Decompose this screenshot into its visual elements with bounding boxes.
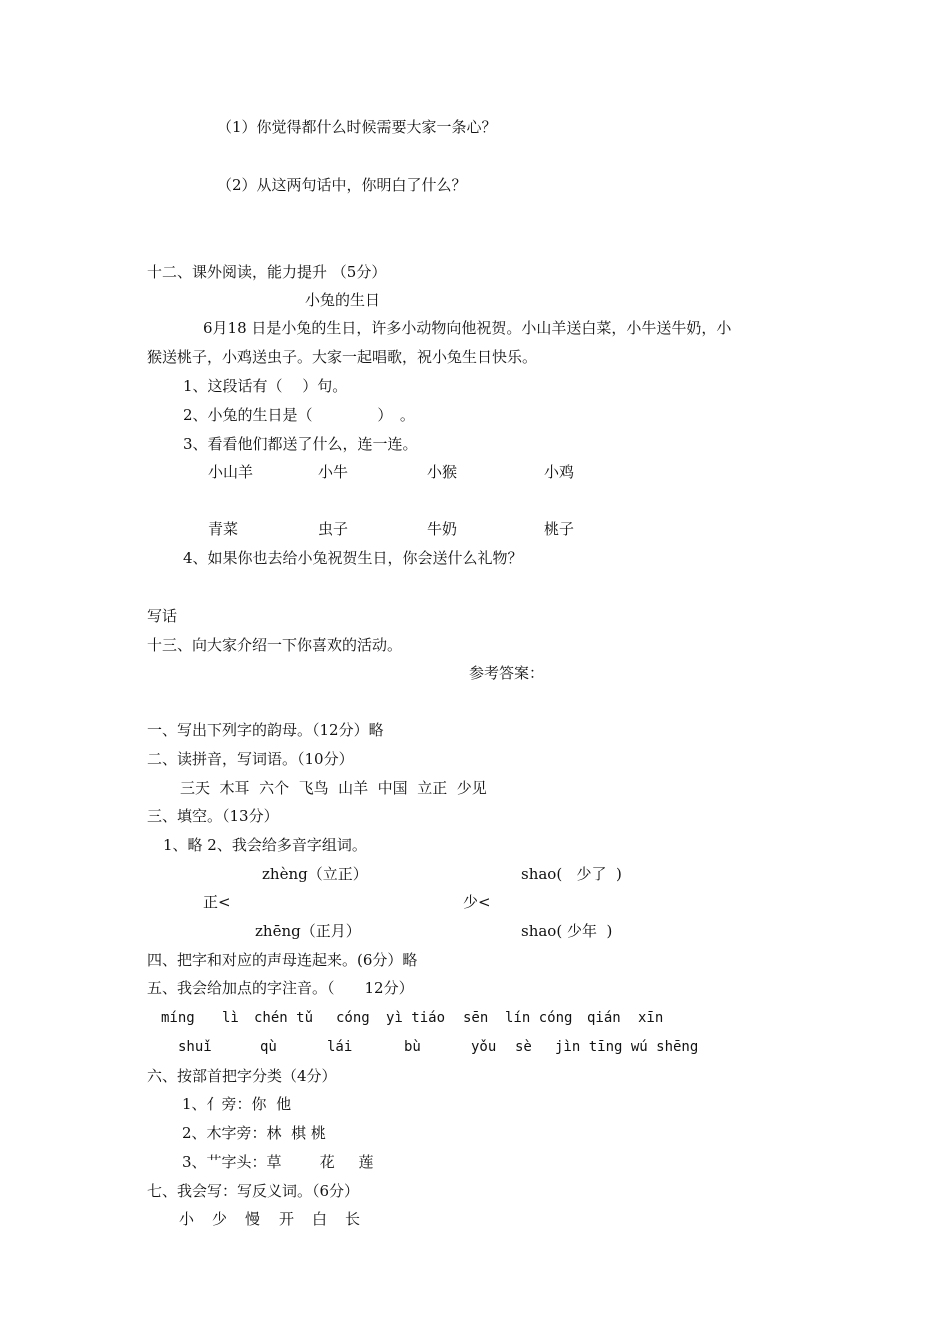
answer-line: 2、木字旁：林 棋 桃 <box>182 1124 326 1142</box>
pinyin-word: yǒu <box>471 1039 497 1055</box>
pinyin-word: cóng <box>336 1010 370 1026</box>
answer-line: 1、略 2、我会给多音字组词。 <box>163 836 367 854</box>
answer-line: 五、我会给加点的字注音。（ 12分） <box>147 979 414 997</box>
question-line: （2）从这两句话中，你明白了什么？ <box>217 176 467 194</box>
antonym-char: 慢 <box>245 1210 261 1228</box>
antonym-char: 小 <box>179 1210 195 1228</box>
answers-title: 参考答案： <box>469 664 545 682</box>
animal-label: 小山羊 <box>208 463 254 481</box>
answer-line: 六、按部首把字分类（4分） <box>147 1067 337 1085</box>
answer-line: 二、读拼音，写词语。（10分） <box>147 750 354 768</box>
antonym-char: 长 <box>345 1210 361 1228</box>
animal-row <box>0 462 950 482</box>
answer-line: 1、亻旁：你 他 <box>182 1095 292 1113</box>
polyphone-word: zhēng（正月） <box>255 922 361 940</box>
paragraph-line: 猴送桃子，小鸡送虫子。大家一起唱歌，祝小兔生日快乐。 <box>147 348 538 366</box>
answer-line: 3、艹字头：草 花 莲 <box>182 1153 374 1171</box>
question-line: 3、看看他们都送了什么，连一连。 <box>183 435 418 453</box>
polyphone-word: shao( 少了 ) <box>521 865 622 883</box>
story-title: 小兔的生日 <box>305 291 381 309</box>
antonym-char: 白 <box>312 1210 328 1228</box>
pinyin-row <box>0 1008 950 1028</box>
antonym-row <box>0 1209 950 1229</box>
pinyin-word: yì tiáo <box>386 1010 446 1026</box>
pinyin-word: míng <box>161 1010 195 1026</box>
polyphone-word: shao( 少年 ) <box>521 922 613 940</box>
pinyin-word: lín cóng <box>505 1010 573 1026</box>
animal-label: 小牛 <box>318 463 349 481</box>
animal-label: 小鸡 <box>544 463 575 481</box>
pinyin-word: shuǐ <box>178 1039 212 1055</box>
gift-row <box>0 519 950 539</box>
pinyin-word: bù <box>404 1039 421 1055</box>
gift-label: 青菜 <box>208 520 239 538</box>
question-line: （1）你觉得都什么时候需要大家一条心？ <box>217 118 497 136</box>
answer-line: 三、填空。（13分） <box>147 807 279 825</box>
question-line: 4、如果你也去给小兔祝贺生日，你会送什么礼物？ <box>183 549 523 567</box>
animal-label: 小猴 <box>427 463 458 481</box>
answer-line: 四、把字和对应的声母连起来。(6分）略 <box>147 951 418 969</box>
pinyin-row <box>0 1037 950 1057</box>
pinyin-word: lì <box>222 1010 239 1026</box>
section-heading: 十二、课外阅读，能力提升 （5分） <box>147 263 387 281</box>
section-heading: 十三、向大家介绍一下你喜欢的活动。 <box>147 636 403 654</box>
answer-line: 三天 木耳 六个 飞鸟 山羊 中国 立正 少见 <box>180 779 487 797</box>
pinyin-word: qián <box>587 1010 621 1026</box>
pinyin-word: lái <box>327 1039 353 1055</box>
polyphone-char: 少< <box>463 893 491 911</box>
pinyin-word: qù <box>260 1039 277 1055</box>
gift-label: 牛奶 <box>427 520 458 538</box>
gift-label: 桃子 <box>544 520 575 538</box>
pinyin-word: sè <box>515 1039 532 1055</box>
answer-line: 一、写出下列字的韵母。（12分）略 <box>147 721 384 739</box>
polyphone-char: 正< <box>203 893 231 911</box>
antonym-char: 少 <box>212 1210 228 1228</box>
question-line: 2、小兔的生日是（ ） 。 <box>183 406 415 424</box>
pinyin-word: chén tǔ <box>254 1010 314 1026</box>
gift-label: 虫子 <box>318 520 349 538</box>
antonym-char: 开 <box>279 1210 295 1228</box>
question-line: 1、这段话有（ ）句。 <box>183 377 348 395</box>
pinyin-word: jìn tīng wú shēng <box>555 1039 699 1055</box>
polyphone-word: zhèng（立正） <box>262 865 368 883</box>
writing-label: 写话 <box>147 607 178 625</box>
paragraph-line: 6月18 日是小兔的生日，许多小动物向他祝贺。小山羊送白菜，小牛送牛奶，小 <box>203 319 732 337</box>
pinyin-word: xīn <box>638 1010 664 1026</box>
pinyin-word: sēn <box>463 1010 489 1026</box>
answer-line: 七、我会写：写反义词。（6分） <box>147 1182 360 1200</box>
